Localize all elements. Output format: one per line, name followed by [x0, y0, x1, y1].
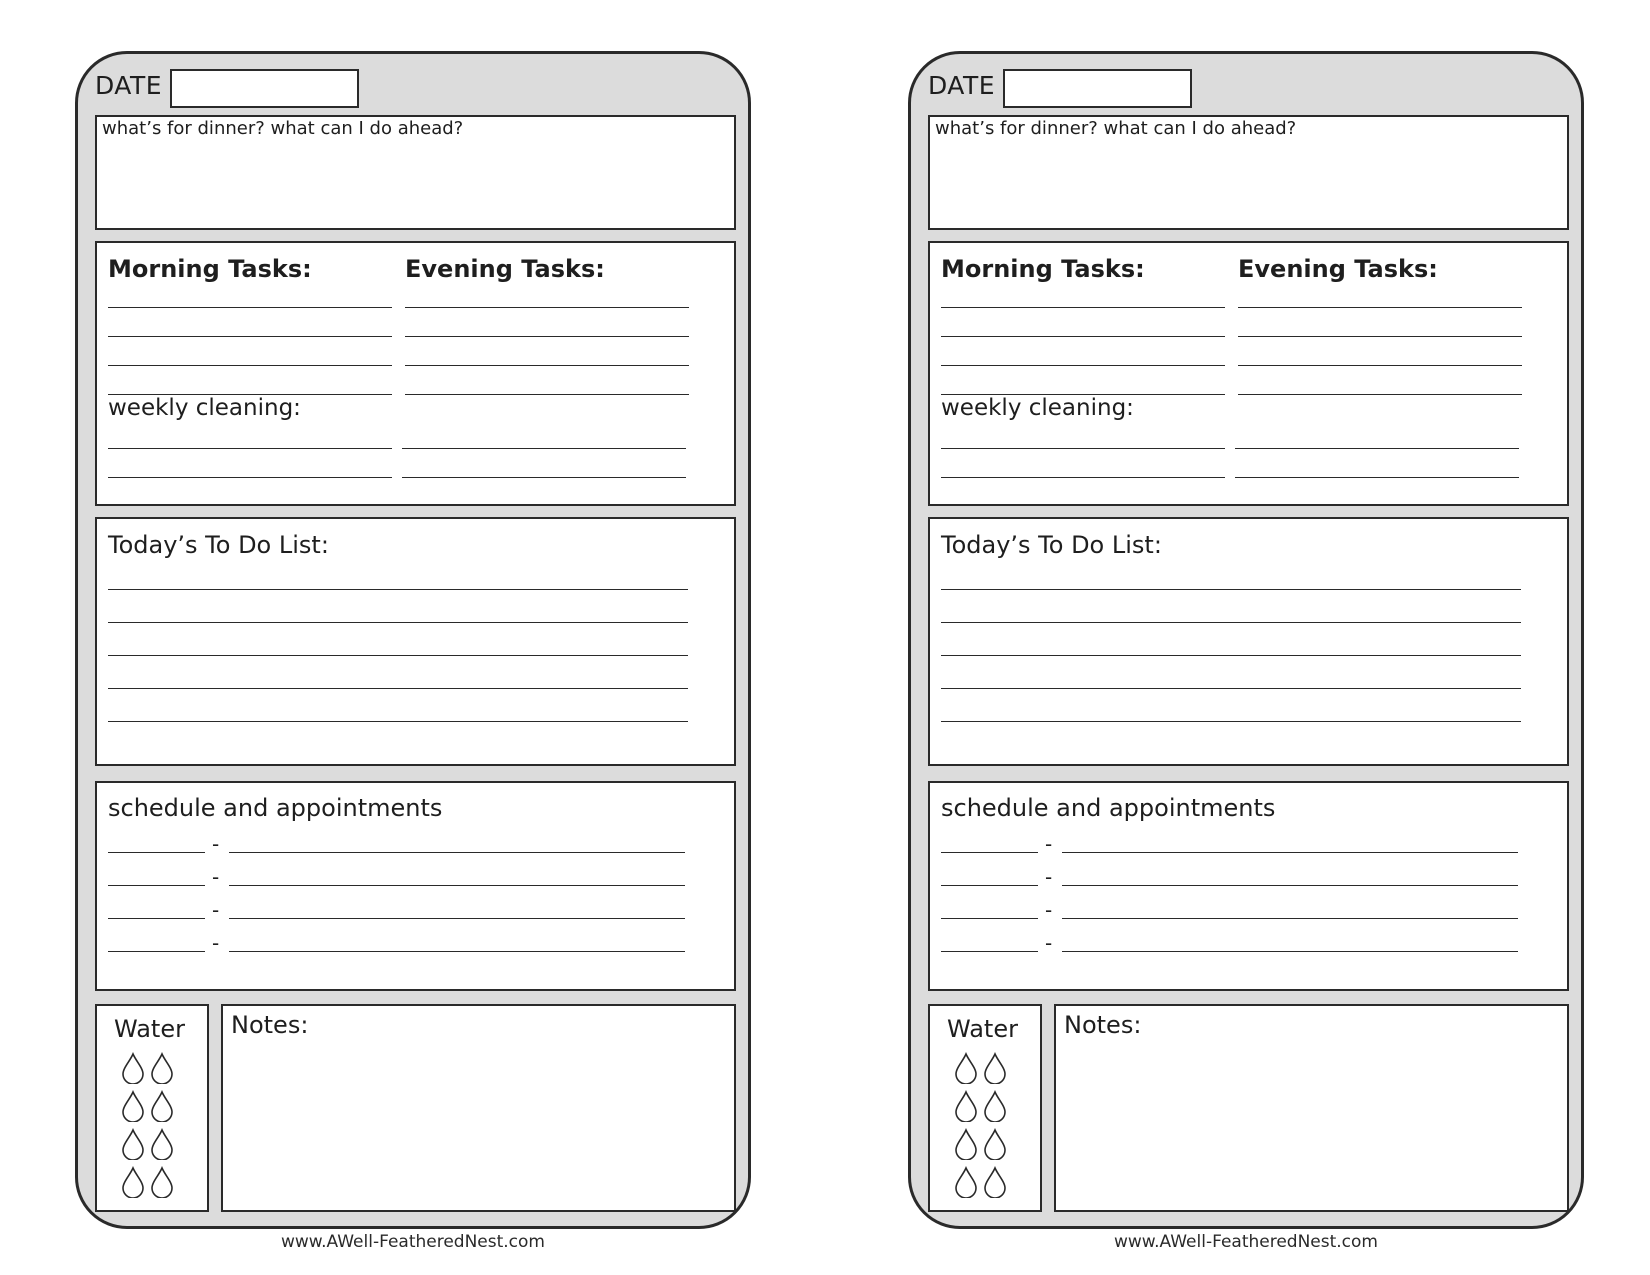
schedule-time-line[interactable] [108, 852, 205, 853]
schedule-entry-line[interactable] [229, 918, 685, 919]
morning-task-line[interactable] [941, 307, 1225, 308]
todo-line[interactable] [108, 622, 688, 623]
water-heading: Water [947, 1015, 1018, 1043]
schedule-dash: - [212, 931, 220, 955]
schedule-dash: - [1045, 898, 1053, 922]
tasks-section [95, 241, 736, 506]
notes-section[interactable] [221, 1004, 736, 1212]
schedule-dash: - [1045, 931, 1053, 955]
todo-line[interactable] [108, 688, 688, 689]
schedule-entry-line[interactable] [1062, 852, 1518, 853]
weekly-cleaning-heading: weekly cleaning: [941, 395, 1134, 421]
cleaning-line[interactable] [402, 477, 686, 478]
water-drop-icon[interactable] [982, 1166, 1008, 1198]
todo-heading: Today’s To Do List: [941, 531, 1162, 559]
schedule-heading: schedule and appointments [941, 794, 1276, 822]
schedule-entry-line[interactable] [229, 885, 685, 886]
evening-tasks-heading: Evening Tasks: [1238, 255, 1438, 283]
schedule-dash: - [212, 898, 220, 922]
cleaning-line[interactable] [941, 448, 1225, 449]
todo-line[interactable] [941, 655, 1521, 656]
planner-card-right [908, 51, 1584, 1229]
evening-task-line[interactable] [1238, 307, 1522, 308]
cleaning-line[interactable] [1235, 477, 1519, 478]
footer-url: www.AWell-FeatheredNest.com [280, 1232, 545, 1252]
water-drop-icon[interactable] [120, 1166, 146, 1198]
date-label: DATE [95, 71, 163, 100]
schedule-heading: schedule and appointments [108, 794, 443, 822]
footer-url: www.AWell-FeatheredNest.com [1113, 1232, 1378, 1252]
schedule-dash: - [212, 832, 220, 856]
water-drop-icon[interactable] [982, 1128, 1008, 1160]
morning-task-line[interactable] [108, 307, 392, 308]
schedule-time-line[interactable] [941, 918, 1038, 919]
schedule-dash: - [1045, 832, 1053, 856]
water-drop-icon[interactable] [953, 1166, 979, 1198]
planner-card-left [75, 51, 751, 1229]
schedule-dash: - [1045, 865, 1053, 889]
evening-tasks-heading: Evening Tasks: [405, 255, 605, 283]
date-field[interactable] [170, 69, 359, 108]
morning-task-line[interactable] [108, 365, 392, 366]
schedule-entry-line[interactable] [1062, 951, 1518, 952]
evening-task-line[interactable] [405, 365, 689, 366]
todo-section [928, 517, 1569, 766]
water-drop-icon[interactable] [120, 1052, 146, 1084]
water-drop-icon[interactable] [953, 1128, 979, 1160]
water-drop-icon[interactable] [982, 1090, 1008, 1122]
todo-line[interactable] [108, 589, 688, 590]
evening-task-line[interactable] [1238, 394, 1522, 395]
todo-line[interactable] [941, 688, 1521, 689]
morning-task-line[interactable] [108, 336, 392, 337]
water-drop-icon[interactable] [149, 1166, 175, 1198]
todo-line[interactable] [941, 589, 1521, 590]
evening-task-line[interactable] [405, 336, 689, 337]
weekly-cleaning-heading: weekly cleaning: [108, 395, 301, 421]
morning-task-line[interactable] [941, 365, 1225, 366]
tasks-section [928, 241, 1569, 506]
todo-line[interactable] [108, 721, 688, 722]
cleaning-line[interactable] [941, 477, 1225, 478]
schedule-entry-line[interactable] [1062, 885, 1518, 886]
cleaning-line[interactable] [1235, 448, 1519, 449]
schedule-time-line[interactable] [108, 885, 205, 886]
date-label: DATE [928, 71, 996, 100]
schedule-dash: - [212, 865, 220, 889]
schedule-time-line[interactable] [108, 918, 205, 919]
todo-line[interactable] [941, 721, 1521, 722]
schedule-time-line[interactable] [941, 852, 1038, 853]
water-drop-icon[interactable] [149, 1090, 175, 1122]
water-heading: Water [114, 1015, 185, 1043]
water-drop-icon[interactable] [120, 1128, 146, 1160]
water-drop-icon[interactable] [953, 1052, 979, 1084]
schedule-entry-line[interactable] [229, 852, 685, 853]
dinner-prompt: what’s for dinner? what can I do ahead? [102, 118, 464, 139]
water-drop-icon[interactable] [120, 1090, 146, 1122]
cleaning-line[interactable] [108, 477, 392, 478]
water-drop-icon[interactable] [149, 1052, 175, 1084]
notes-heading: Notes: [231, 1011, 309, 1039]
water-drop-icon[interactable] [953, 1090, 979, 1122]
schedule-section [95, 781, 736, 991]
schedule-section [928, 781, 1569, 991]
schedule-time-line[interactable] [108, 951, 205, 952]
cleaning-line[interactable] [108, 448, 392, 449]
schedule-time-line[interactable] [941, 951, 1038, 952]
cleaning-line[interactable] [402, 448, 686, 449]
evening-task-line[interactable] [405, 394, 689, 395]
schedule-entry-line[interactable] [229, 951, 685, 952]
evening-task-line[interactable] [1238, 365, 1522, 366]
dinner-prompt: what’s for dinner? what can I do ahead? [935, 118, 1297, 139]
water-tracker [95, 1004, 209, 1212]
todo-heading: Today’s To Do List: [108, 531, 329, 559]
evening-task-line[interactable] [405, 307, 689, 308]
notes-section[interactable] [1054, 1004, 1569, 1212]
water-drop-icon[interactable] [149, 1128, 175, 1160]
morning-tasks-heading: Morning Tasks: [941, 255, 1145, 283]
water-drop-icon[interactable] [982, 1052, 1008, 1084]
schedule-entry-line[interactable] [1062, 918, 1518, 919]
schedule-time-line[interactable] [941, 885, 1038, 886]
morning-tasks-heading: Morning Tasks: [108, 255, 312, 283]
notes-heading: Notes: [1064, 1011, 1142, 1039]
todo-line[interactable] [108, 655, 688, 656]
todo-line[interactable] [941, 622, 1521, 623]
water-tracker [928, 1004, 1042, 1212]
dinner-section[interactable] [928, 115, 1569, 230]
todo-section [95, 517, 736, 766]
date-field[interactable] [1003, 69, 1192, 108]
morning-task-line[interactable] [941, 336, 1225, 337]
evening-task-line[interactable] [1238, 336, 1522, 337]
dinner-section[interactable] [95, 115, 736, 230]
